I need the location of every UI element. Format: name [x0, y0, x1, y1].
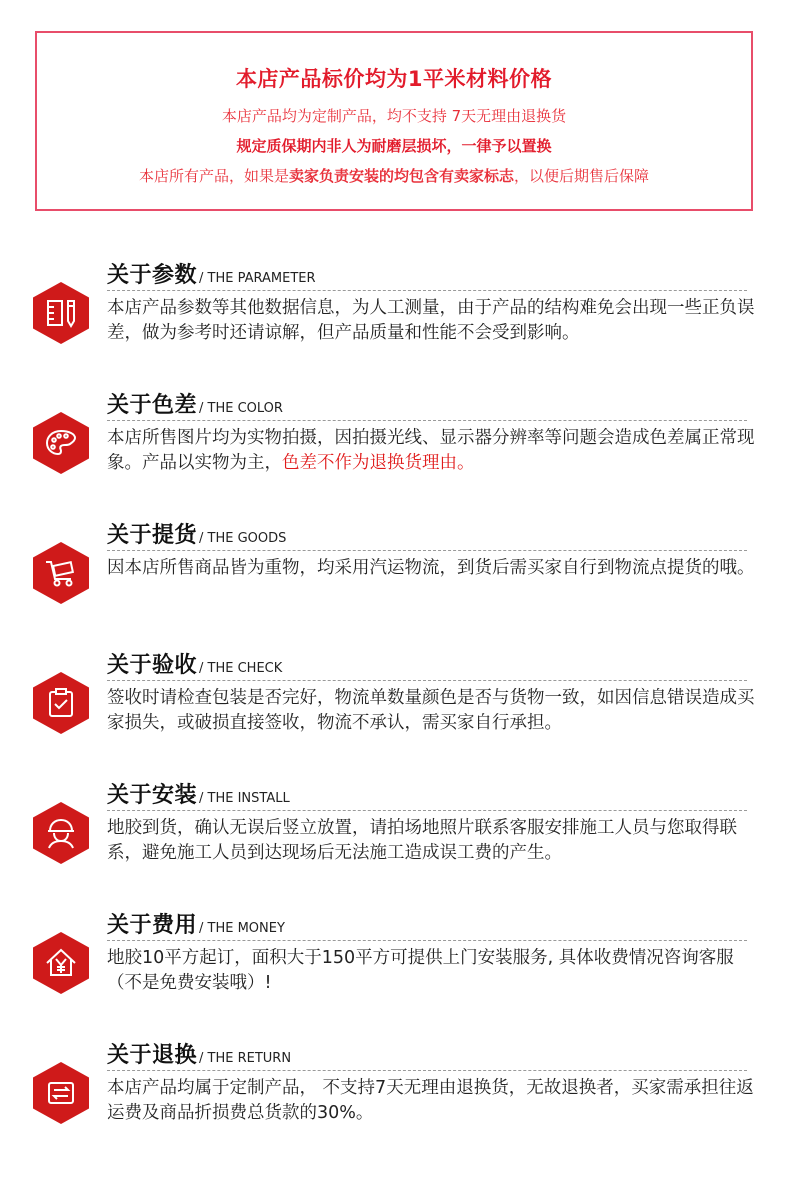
section-color — [0, 388, 790, 498]
section-title-en: / THE RETURN — [199, 1051, 292, 1066]
section-goods — [0, 518, 790, 628]
section-title-zh: 关于安装 — [107, 783, 198, 808]
section-heading — [107, 908, 747, 941]
section-heading — [107, 1038, 747, 1071]
section-parameter — [0, 258, 790, 368]
section-title-zh: 关于色差 — [107, 393, 198, 418]
notice-line-install-pre: 本店所有产品，如果是 — [138, 167, 289, 185]
section-heading — [107, 518, 747, 551]
section-title-zh: 关于参数 — [107, 263, 198, 288]
section-heading — [107, 648, 747, 681]
section-title-en: / THE GOODS — [199, 531, 287, 546]
notice-title: 本店产品标价均为1平米材料价格 — [235, 67, 553, 91]
section-title-en: / THE PARAMETER — [199, 271, 316, 286]
section-install — [0, 778, 790, 888]
house-yuan-icon — [33, 932, 89, 994]
notice-line-install — [37, 165, 751, 186]
section-title-en: / THE CHECK — [199, 661, 283, 676]
notice-line-install-bold: 卖家负责安装的均包含有卖家标志 — [288, 167, 514, 185]
section-heading — [107, 778, 747, 811]
section-text: 本店产品参数等其他数据信息，为人工测量，由于产品的结构难免会出现一些正负误差，做为参考时还请谅解，但产品质量和性能不会受到影响。 — [107, 298, 755, 343]
section-title-en: / THE INSTALL — [199, 791, 290, 806]
section-title-en: / THE COLOR — [199, 401, 283, 416]
section-heading — [107, 258, 747, 291]
section-text: 本店产品均属于定制产品， 不支持7天无理由退换货，无故退换者，买家需承担往返运费及商品折损费总货款的30%。 — [107, 1078, 754, 1123]
pencil-ruler-icon — [33, 282, 89, 344]
section-title-zh: 关于提货 — [107, 523, 198, 548]
section-return — [0, 1038, 790, 1148]
cart-icon — [33, 542, 89, 604]
section-text-normal: 本店所售图片均为实物拍摄，因拍摄光线、显示器分辨率等问题会造成色差属正常现象。产品以实物为主， — [107, 428, 755, 473]
exchange-icon — [33, 1062, 89, 1124]
section-check — [0, 648, 790, 758]
section-title-zh: 关于费用 — [107, 913, 198, 938]
notice-line-custom: 本店产品均为定制产品，均不支持 7天无理由退换货 — [221, 107, 567, 125]
section-text: 地胶10平方起订，面积大于150平方可提供上门安装服务, 具体收费情况咨询客服（不是免费安装哦）! — [107, 948, 734, 993]
section-money — [0, 908, 790, 1018]
clipboard-check-icon — [33, 672, 89, 734]
section-title-zh: 关于退换 — [107, 1043, 198, 1068]
notice-box — [35, 31, 753, 211]
section-text — [107, 426, 755, 476]
notice-line-install-post: ，以便后期售后保障 — [514, 167, 650, 185]
section-text: 因本店所售商品皆为重物，均采用汽运物流，到货后需买家自行到物流点提货的哦。 — [107, 558, 755, 578]
section-title-zh: 关于验收 — [107, 653, 198, 678]
section-text: 地胶到货，确认无误后竖立放置，请拍场地照片联系客服安排施工人员与您取得联系，避免施工人员到达现场后无法施工造成误工费的产生。 — [107, 818, 737, 863]
notice-line-warranty: 规定质保期内非人为耐磨层损坏，一律予以置换 — [236, 137, 552, 155]
section-title-en: / THE MONEY — [199, 921, 285, 936]
section-heading — [107, 388, 747, 421]
section-text-red: 色差不作为退换货理由。 — [282, 453, 475, 473]
worker-helmet-icon — [33, 802, 89, 864]
section-text: 签收时请检查包装是否完好，物流单数量颜色是否与货物一致，如因信息错误造成买家损失，或破损直接签收，物流不承认，需买家自行承担。 — [107, 688, 755, 733]
palette-icon — [33, 412, 89, 474]
